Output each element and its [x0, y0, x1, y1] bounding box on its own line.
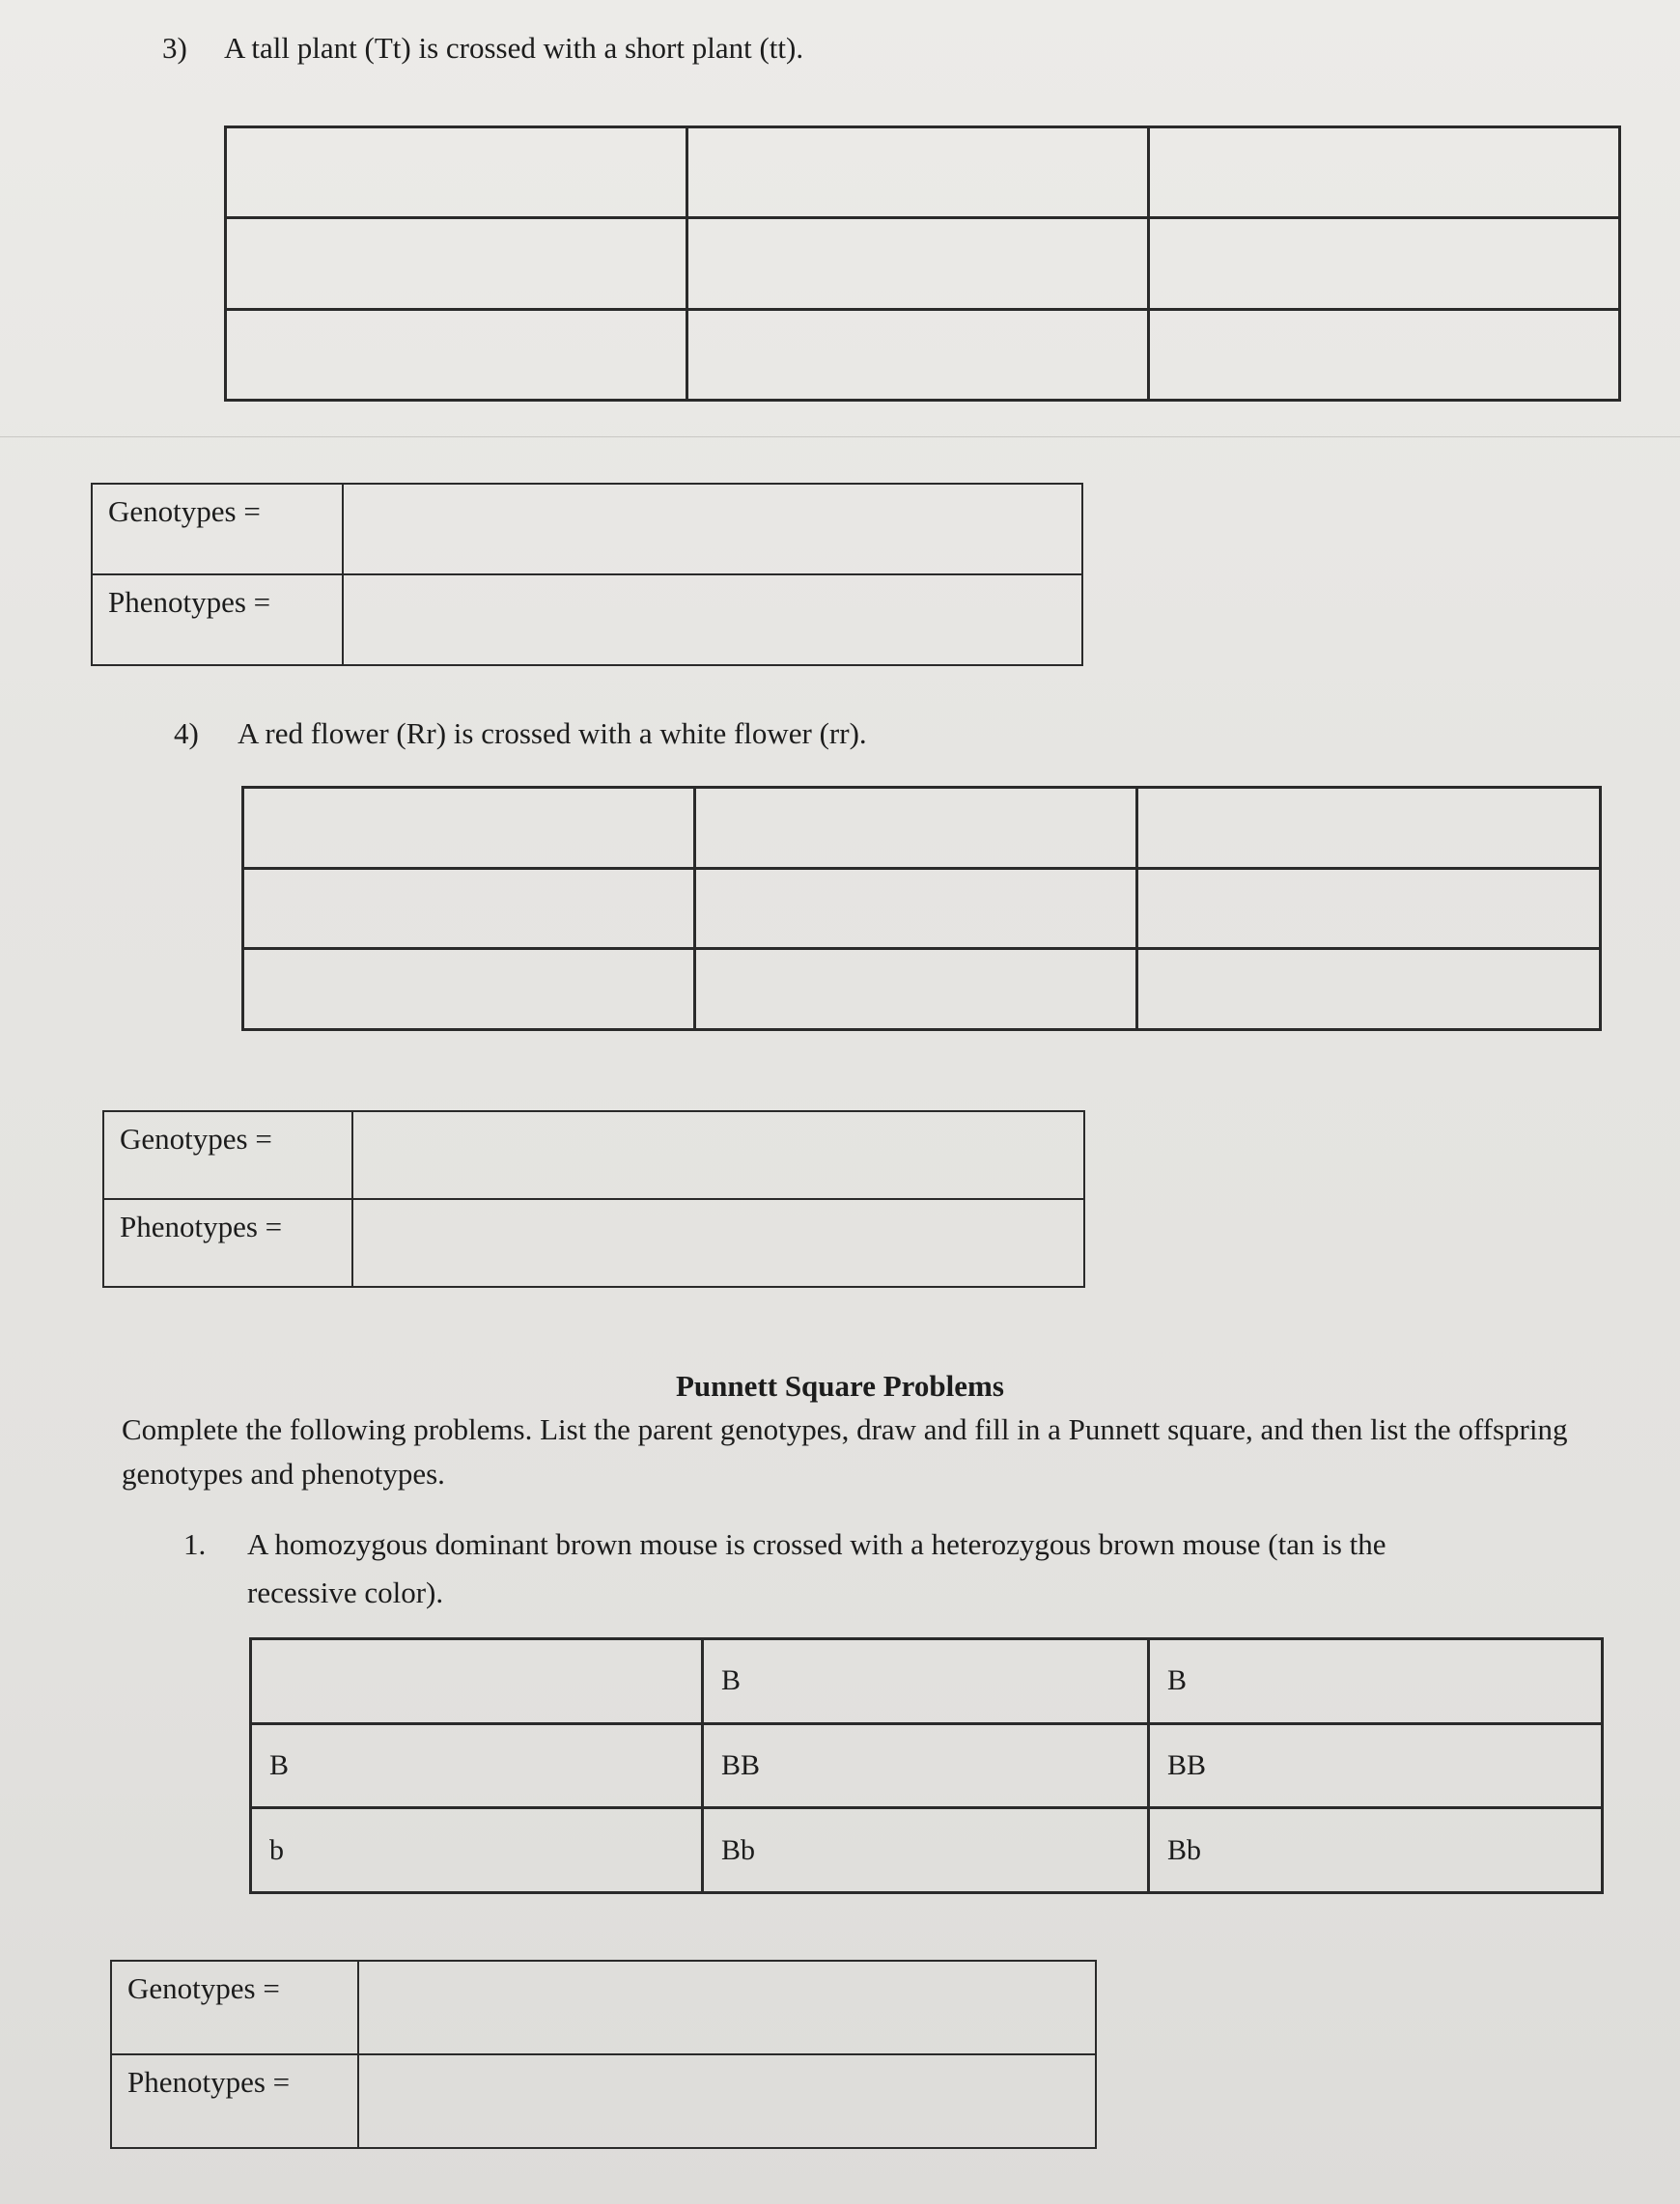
punnett-square-4: [241, 786, 1602, 1031]
punnett-cell[interactable]: BB: [1149, 1723, 1603, 1808]
punnett-cell[interactable]: [687, 309, 1149, 400]
phenotypes-answer[interactable]: [343, 574, 1082, 665]
phenotypes-label: Phenotypes =: [92, 574, 343, 665]
problem-1-number: 1.: [183, 1527, 207, 1561]
punnett-cell[interactable]: [226, 218, 687, 309]
answer-table-4: [102, 1110, 1085, 1288]
genotypes-answer[interactable]: [343, 484, 1082, 574]
problem-1-text-line2: recessive color).: [247, 1576, 444, 1609]
phenotypes-answer[interactable]: [352, 1199, 1084, 1287]
punnett-cell[interactable]: [695, 868, 1137, 949]
punnett-cell[interactable]: BB: [703, 1723, 1149, 1808]
punnett-cell[interactable]: [243, 949, 695, 1030]
punnett-cell[interactable]: [1149, 127, 1620, 218]
problem-4-number: 4): [174, 716, 199, 750]
genotypes-answer[interactable]: [352, 1111, 1084, 1199]
answer-table-3: [91, 483, 1083, 666]
genotypes-label: Genotypes =: [111, 1961, 358, 2054]
punnett-cell[interactable]: [243, 788, 695, 869]
punnett-cell[interactable]: [226, 127, 687, 218]
punnett-cell[interactable]: Bb: [1149, 1808, 1603, 1893]
phenotypes-label: Phenotypes =: [103, 1199, 352, 1287]
problem-1-text-line1: A homozygous dominant brown mouse is crossed with a heterozygous brown mouse (tan is the: [247, 1527, 1386, 1561]
punnett-side-allele[interactable]: b: [251, 1808, 703, 1893]
problem-3-number: 3): [162, 31, 187, 65]
punnett-cell[interactable]: [1149, 218, 1620, 309]
section-title: Punnett Square Problems: [676, 1369, 1004, 1403]
punnett-cell[interactable]: [1137, 949, 1601, 1030]
punnett-square-3: [224, 126, 1621, 402]
punnett-cell[interactable]: [226, 309, 687, 400]
genotypes-label: Genotypes =: [103, 1111, 352, 1199]
problem-3-text: A tall plant (Tt) is crossed with a short plant (tt).: [224, 31, 804, 65]
punnett-cell[interactable]: [695, 949, 1137, 1030]
punnett-header-allele[interactable]: B: [703, 1639, 1149, 1724]
punnett-cell[interactable]: Bb: [703, 1808, 1149, 1893]
punnett-cell[interactable]: [1137, 868, 1601, 949]
answer-table-1: [110, 1960, 1097, 2149]
punnett-header-allele[interactable]: B: [1149, 1639, 1603, 1724]
punnett-cell[interactable]: [1137, 788, 1601, 869]
problem-4-text: A red flower (Rr) is crossed with a white flower (rr).: [238, 716, 867, 750]
punnett-cell[interactable]: [251, 1639, 703, 1724]
page-divider: [0, 436, 1680, 437]
section-instructions: Complete the following problems. List the parent genotypes, draw and fill in a Punnett square, and then list the offspring genotypes and phenotypes.: [122, 1412, 1568, 1491]
punnett-cell[interactable]: [243, 868, 695, 949]
punnett-cell[interactable]: [695, 788, 1137, 869]
phenotypes-label: Phenotypes =: [111, 2054, 358, 2148]
genotypes-label: Genotypes =: [92, 484, 343, 574]
phenotypes-answer[interactable]: [358, 2054, 1096, 2148]
punnett-cell[interactable]: [687, 218, 1149, 309]
punnett-cell[interactable]: [1149, 309, 1620, 400]
punnett-cell[interactable]: [687, 127, 1149, 218]
genotypes-answer[interactable]: [358, 1961, 1096, 2054]
punnett-side-allele[interactable]: B: [251, 1723, 703, 1808]
punnett-square-1: [249, 1637, 1604, 1894]
